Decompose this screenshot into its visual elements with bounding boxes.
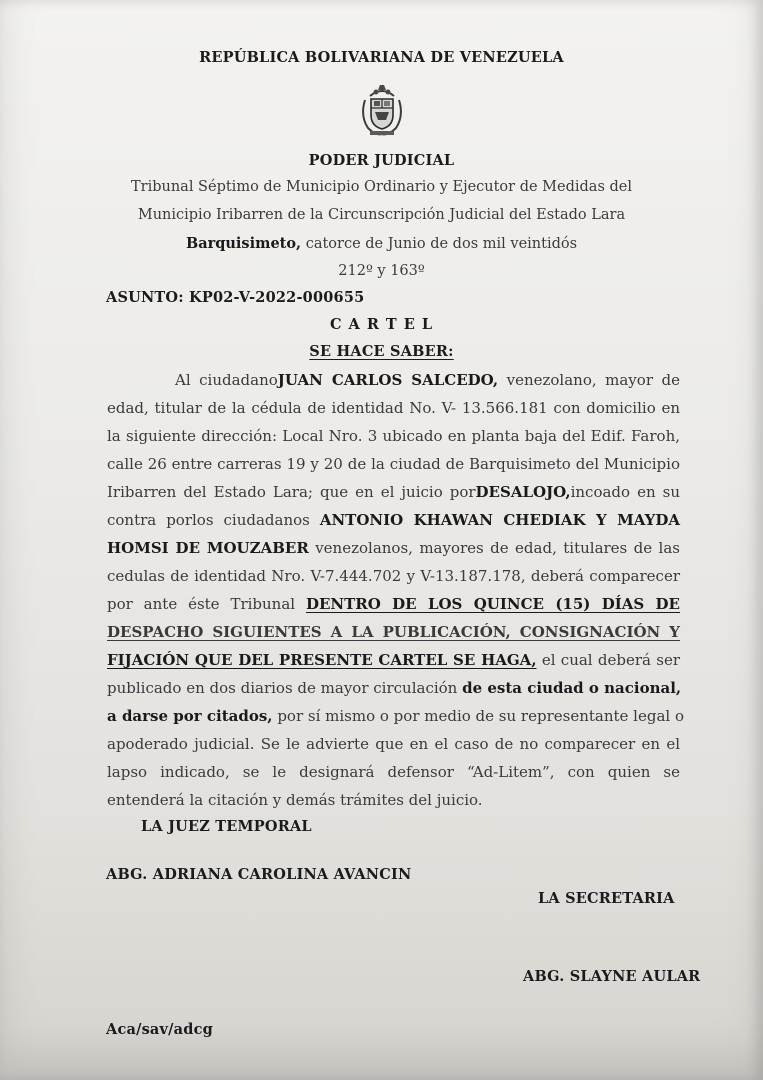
body-line-16: entenderá la citación y demás trámites del juicio. <box>107 791 483 809</box>
tribunal-line-2: Municipio Iribarren de la Circunscripción Judicial del Estado Lara <box>137 207 626 223</box>
body-text: contra porlos ciudadanos <box>107 511 310 529</box>
body-text: venezolano, mayor de <box>506 371 680 389</box>
body-text: Al ciudadano <box>175 371 278 389</box>
body-line-10: DESPACHO SIGUIENTES A LA PUBLICACIÓN, CONSIGNACIÓN Y <box>107 623 680 641</box>
secretary-title: LA SECRETARIA <box>538 890 675 907</box>
date-line <box>0 235 763 252</box>
case-subject: ASUNTO: KP02-V-2022-000655 <box>106 289 365 306</box>
case-type: DESALOJO, <box>475 483 571 501</box>
body-line-9 <box>107 595 680 613</box>
body-line-6 <box>107 511 680 529</box>
publication-scope: de esta ciudad o nacional, <box>462 679 682 697</box>
judge-name: ABG. ADRIANA CAROLINA AVANCIN <box>106 866 412 883</box>
years-line: 212º y 163º <box>338 263 425 279</box>
notice-heading: SE HACE SABER: <box>309 343 454 360</box>
judicial-power-heading: PODER JUDICIAL <box>308 152 455 169</box>
body-text: incoado en su <box>570 483 680 501</box>
body-line-14: apoderado judicial. Se le advierte que en el caso de no comparecer en el <box>107 735 680 753</box>
tribunal-line-1: Tribunal Séptimo de Municipio Ordinario y Ejecutor de Medidas del <box>130 179 633 195</box>
body-text: por sí mismo o por medio de su representante legal o <box>277 707 684 725</box>
body-line-2: edad, titular de la cédula de identidad No. V- 13.566.181 con domicilio en <box>107 399 680 417</box>
body-text: venezolanos, mayores de edad, titulares de las <box>315 539 680 557</box>
plaintiff-names-cont: HOMSI DE MOUZABER <box>107 539 309 557</box>
body-line-4: calle 26 entre carreras 19 y 20 de la ciudad de Barquisimeto del Municipio <box>107 455 680 473</box>
secretary-name: ABG. SLAYNE AULAR <box>523 968 701 985</box>
body-text: el cual deberá ser <box>541 651 680 669</box>
citation-clause: a darse por citados, <box>107 707 273 725</box>
body-line-12 <box>107 679 680 697</box>
body-line-1 <box>175 371 680 389</box>
summoned-person: JUAN CARLOS SALCEDO, <box>277 371 499 389</box>
body-line-15: lapso indicado, se le designará defensor “Ad-Litem”, con quien se <box>107 763 680 781</box>
deadline-clause: DENTRO DE LOS QUINCE (15) DÍAS DE <box>305 595 680 613</box>
document-title: C A R T E L <box>329 316 434 333</box>
body-line-5 <box>107 483 680 501</box>
republic-heading: REPÚBLICA BOLIVARIANA DE VENEZUELA <box>199 49 564 66</box>
body-line-3: la siguiente dirección: Local Nro. 3 ubicado en planta baja del Edif. Faroh, <box>107 427 680 445</box>
body-text: por ante éste Tribunal <box>107 595 296 613</box>
body-text: publicado en dos diarios de mayor circulación <box>107 679 458 697</box>
judge-title: LA JUEZ TEMPORAL <box>141 818 312 835</box>
body-line-8: cedulas de identidad Nro. V-7.444.702 y V-13.187.178, deberá comparecer <box>107 567 680 585</box>
plaintiff-names: ANTONIO KHAWAN CHEDIAK Y MAYDA <box>319 511 680 529</box>
body-line-11 <box>107 651 680 669</box>
body-line-13 <box>107 707 684 725</box>
initials-footer: Aca/sav/adcg <box>106 1021 213 1038</box>
coat-of-arms-seal <box>356 82 408 138</box>
deadline-clause-end: FIJACIÓN QUE DEL PRESENTE CARTEL SE HAGA, <box>107 651 537 669</box>
body-line-7 <box>107 539 680 557</box>
city-name: Barquisimeto, <box>185 235 302 252</box>
date-text: catorce de Junio de dos mil veintidós <box>305 236 578 252</box>
body-text: Iribarren del Estado Lara; que en el juicio por <box>107 483 476 501</box>
